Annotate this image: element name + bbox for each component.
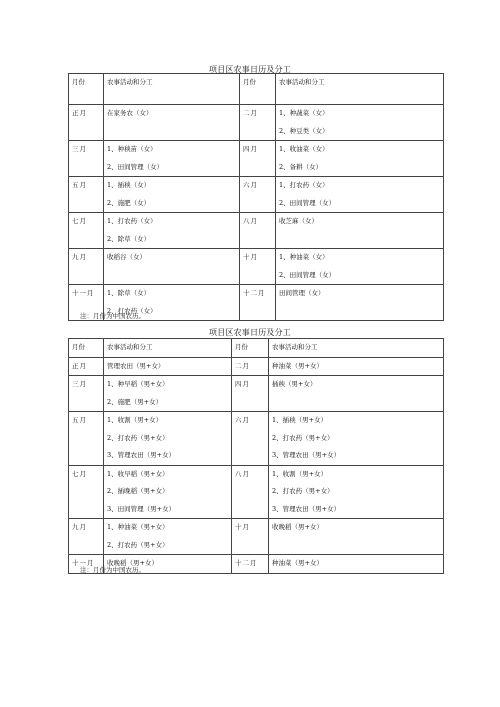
activity-cell [276, 105, 444, 141]
month-label: 正月 [72, 361, 87, 370]
table-row [69, 213, 444, 249]
activity-item: 1、打农药（女） [107, 217, 157, 225]
month-cell [232, 357, 269, 376]
month-label: 二月 [243, 109, 258, 117]
activity-cell [276, 285, 444, 321]
month-cell [232, 519, 269, 555]
activity-item: 2、除草（女） [107, 234, 151, 243]
month-cell [69, 249, 104, 285]
activity-cell [104, 141, 240, 177]
month-cell [240, 105, 276, 141]
activity-item: 2、插晚稻（男+女） [107, 487, 169, 495]
header-label: 月份 [235, 343, 248, 351]
table-row [69, 357, 444, 376]
month-cell [232, 555, 269, 574]
month-cell [69, 412, 104, 466]
activity-item: 种油菜（男+女） [272, 361, 323, 370]
month-label: 六月 [235, 416, 250, 424]
activity-cell [104, 412, 232, 466]
month-label: 二月 [235, 361, 250, 370]
header-label: 农事活动和分工 [279, 78, 325, 86]
table-row [69, 412, 444, 466]
month-label: 五月 [72, 181, 87, 189]
header-cell [104, 74, 240, 105]
month-label: 十二月 [235, 559, 258, 567]
activity-cell [104, 357, 232, 376]
activity-item: 2、打农药（男+女） [107, 433, 169, 442]
month-label: 三月 [72, 380, 87, 388]
header-cell [104, 339, 232, 358]
activity-item: 1、除草（女） [107, 289, 151, 297]
month-label: 十一月 [72, 559, 95, 567]
activity-item: 2、备耕（女） [279, 162, 323, 171]
activity-item: 1、收割（男+女） [107, 416, 163, 424]
activity-cell [104, 105, 240, 141]
header-label: 月份 [72, 343, 85, 351]
header-cell [269, 339, 444, 358]
activity-cell [269, 519, 444, 555]
activity-item: 2、田间管理（女） [279, 270, 336, 279]
activity-item: 管理农田（男+女） [107, 361, 165, 370]
activity-cell [104, 213, 240, 249]
header-label: 农事活动和分工 [107, 343, 153, 351]
month-label: 六月 [243, 181, 258, 189]
month-label: 十一月 [72, 289, 95, 297]
activity-item: 在家务农（女） [107, 109, 153, 117]
activity-item: 收芝麻（女） [279, 217, 318, 225]
month-cell [240, 141, 276, 177]
activity-cell [269, 465, 444, 519]
activity-cell [276, 249, 444, 285]
month-cell [232, 412, 269, 466]
month-label: 三月 [72, 145, 87, 153]
table-2-note: 注：月份为中国农历。 [80, 566, 145, 574]
farming-calendar-table-2 [68, 338, 444, 574]
activity-item: 1、收割（男+女） [272, 469, 328, 478]
activity-cell [276, 141, 444, 177]
table-row [69, 105, 444, 141]
month-label: 九月 [72, 253, 87, 261]
activity-item: 1、打农药（女） [279, 181, 329, 189]
header-label: 农事活动和分工 [272, 343, 318, 351]
month-label: 正月 [72, 109, 87, 117]
farming-calendar-table-1 [68, 73, 444, 321]
activity-cell [269, 412, 444, 466]
table-row [69, 249, 444, 285]
activity-item: 田间管理（女） [279, 289, 325, 297]
month-label: 九月 [72, 523, 87, 531]
activity-cell [276, 177, 444, 213]
activity-item: 插秧（男+女） [272, 380, 317, 388]
activity-item: 2、打农药（男+女） [272, 487, 334, 495]
activity-item: 2、打农药（女） [107, 306, 157, 315]
month-label: 七月 [72, 469, 87, 478]
header-cell [69, 339, 104, 358]
activity-item: 1、收油菜（女） [279, 145, 329, 153]
header-label: 农事活动和分工 [107, 78, 153, 86]
month-cell [240, 213, 276, 249]
month-cell [240, 249, 276, 285]
month-label: 十二月 [243, 289, 266, 297]
activity-item: 2、田间管理（女） [107, 162, 164, 171]
activity-item: 2、打农药（男+女） [107, 540, 169, 549]
header-label: 月份 [72, 78, 85, 86]
activity-item: 1、收早稻（男+女） [107, 469, 169, 478]
table-2-title: 项目区农事日历及分工 [209, 328, 291, 337]
activity-cell [269, 555, 444, 574]
activity-item: 1、种油菜（女） [279, 253, 329, 261]
activity-item: 2、田间管理（女） [279, 198, 336, 207]
month-cell [240, 285, 276, 321]
month-label: 八月 [243, 217, 258, 225]
activity-cell [104, 519, 232, 555]
month-cell [232, 376, 269, 412]
activity-item: 3、管理农田（男+女） [107, 451, 176, 459]
activity-cell [276, 213, 444, 249]
activity-item: 1、插秧（男+女） [272, 416, 328, 424]
month-label: 十月 [235, 523, 250, 531]
month-cell [69, 519, 104, 555]
table-row [69, 177, 444, 213]
activity-item: 1、种油菜（男+女） [107, 523, 169, 531]
month-label: 四月 [235, 380, 250, 388]
table-row [69, 519, 444, 555]
activity-item: 种油菜（男+女） [272, 559, 323, 567]
activity-item: 收晚稻（男+女） [272, 523, 323, 531]
table-1-note: 注：月份为中国农历。 [80, 312, 145, 320]
activity-item: 2、施肥（女） [107, 198, 151, 207]
month-cell [69, 465, 104, 519]
activity-item: 3、田间管理（男+女） [107, 504, 176, 513]
activity-item: 2、打农药（男+女） [272, 433, 334, 442]
table-row [69, 141, 444, 177]
month-cell [69, 105, 104, 141]
month-cell [69, 213, 104, 249]
activity-cell [104, 177, 240, 213]
month-label: 七月 [72, 217, 87, 225]
activity-item: 3、管理农田（男+女） [272, 451, 341, 459]
activity-cell [104, 376, 232, 412]
activity-cell [104, 465, 232, 519]
activity-item: 收稻谷（女） [107, 253, 146, 261]
activity-item: 1、种秧苗（女） [107, 145, 157, 153]
activity-item: 3、管理农田（男+女） [272, 504, 341, 513]
month-cell [69, 177, 104, 213]
header-row [69, 339, 444, 358]
activity-item: 1、插秧（女） [107, 181, 151, 189]
month-label: 五月 [72, 416, 87, 424]
activity-item: 2、施肥（男+女） [107, 397, 163, 406]
month-cell [69, 141, 104, 177]
month-label: 四月 [243, 145, 258, 153]
month-cell [69, 357, 104, 376]
activity-cell [269, 376, 444, 412]
activity-item: 1、种蔬菜（女） [279, 109, 329, 117]
month-cell [240, 177, 276, 213]
activity-item: 收晚稻（男+女） [107, 559, 158, 567]
table-row [69, 465, 444, 519]
month-cell [232, 465, 269, 519]
activity-item: 1、种早稻（男+女） [107, 380, 169, 388]
month-label: 八月 [235, 469, 250, 478]
header-row [69, 74, 444, 105]
table-1-title: 项目区农事日历及分工 [209, 65, 291, 74]
activity-item: 2、种豆类（女） [279, 126, 329, 135]
header-cell [232, 339, 269, 358]
table-row [69, 376, 444, 412]
header-cell [276, 74, 444, 105]
activity-cell [104, 249, 240, 285]
activity-cell [269, 357, 444, 376]
header-cell [69, 74, 104, 105]
header-cell [240, 74, 276, 105]
month-label: 十月 [243, 253, 258, 261]
month-cell [69, 376, 104, 412]
header-label: 月份 [243, 78, 256, 86]
